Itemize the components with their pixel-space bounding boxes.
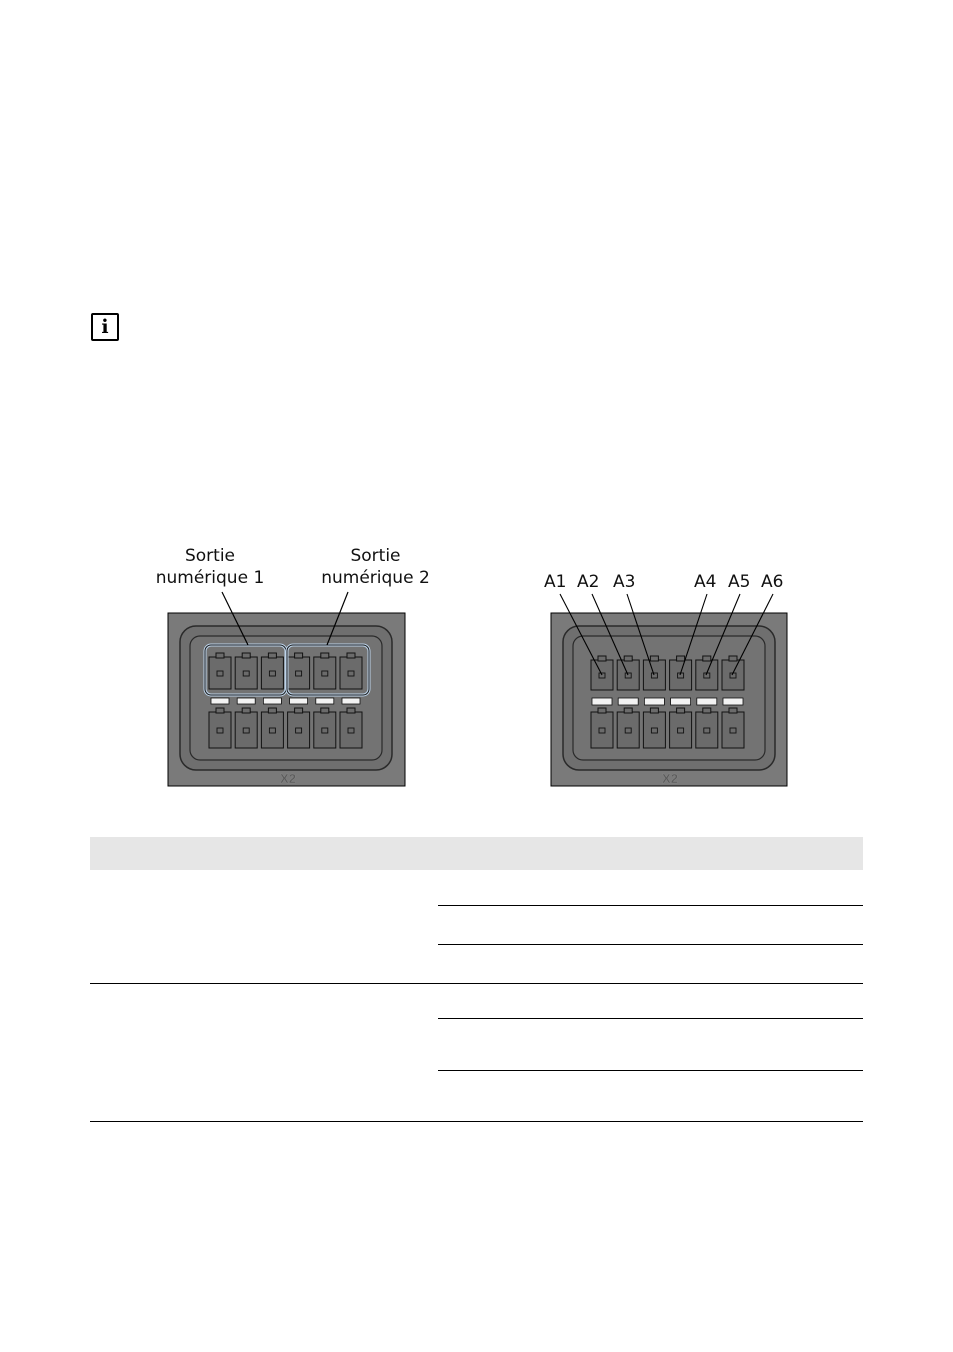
pin-terminal-bottom-2: [617, 708, 639, 748]
pin-tab-6: [723, 698, 743, 705]
pin-tab-2: [618, 698, 638, 705]
table-row-divider: [438, 1018, 863, 1019]
label-digital-output-2: Sortie numérique 2: [321, 546, 430, 588]
terminal-tab-2: [237, 698, 255, 704]
svg-text:X2: X2: [662, 771, 678, 786]
table-group-divider: [90, 983, 863, 984]
terminal-top-6: [340, 653, 362, 689]
pin-terminal-bottom-5: [696, 708, 718, 748]
terminal-top-3: [261, 653, 283, 689]
terminal-bottom-4: [288, 708, 310, 748]
pin-tab-1: [592, 698, 612, 705]
pin-terminal-bottom-6: [722, 708, 744, 748]
terminal-tab-5: [316, 698, 334, 704]
pin-label-a1: A1: [544, 572, 567, 592]
terminal-tab-4: [290, 698, 308, 704]
terminal-bottom-6: [340, 708, 362, 748]
connector-x2-right: [530, 540, 810, 790]
label-digital-output-1: Sortie numérique 1: [155, 546, 265, 588]
pin-terminal-bottom-1: [591, 708, 613, 748]
connector-x2-left: [140, 540, 440, 790]
table-bottom-border: [90, 1121, 863, 1122]
terminal-top-2: [235, 653, 257, 689]
table-row-divider: [438, 1070, 863, 1071]
pin-label-a2: A2: [577, 572, 600, 592]
pin-terminal-top-2: [617, 656, 639, 690]
pin-terminal-bottom-4: [670, 708, 692, 748]
connector-figure-pins: [530, 540, 810, 790]
pin-terminal-top-3: [643, 656, 665, 690]
pin-tab-3: [644, 698, 664, 705]
table-row-divider: [438, 944, 863, 945]
terminal-bottom-1: [209, 708, 231, 748]
info-icon: i: [91, 313, 119, 341]
pin-label-a3: A3: [613, 572, 636, 592]
pin-tab-4: [671, 698, 691, 705]
table-row-divider: [438, 905, 863, 906]
pin-label-a4: A4: [694, 572, 717, 592]
terminal-bottom-3: [261, 708, 283, 748]
pin-label-a5: A5: [728, 572, 751, 592]
terminal-bottom-5: [314, 708, 336, 748]
pin-tab-5: [697, 698, 717, 705]
pin-label-a6: A6: [761, 572, 784, 592]
terminal-tab-1: [211, 698, 229, 704]
table-header: [90, 837, 863, 870]
terminal-bottom-2: [235, 708, 257, 748]
terminal-top-5: [314, 653, 336, 689]
terminal-top-1: [209, 653, 231, 689]
terminal-tab-3: [263, 698, 281, 704]
pin-terminal-bottom-3: [643, 708, 665, 748]
svg-text:X2: X2: [280, 771, 296, 786]
connector-figure-digital-outputs: [140, 540, 440, 790]
terminal-top-4: [288, 653, 310, 689]
terminal-tab-6: [342, 698, 360, 704]
